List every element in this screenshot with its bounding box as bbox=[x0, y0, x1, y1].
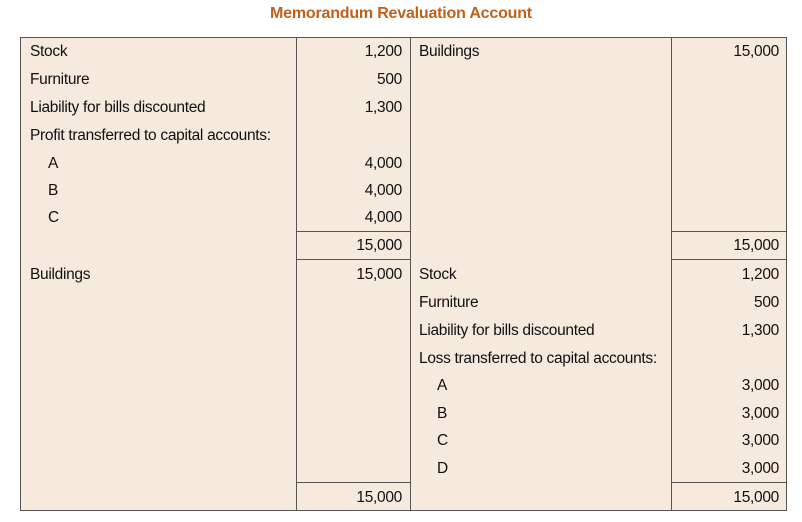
particular: Loss transferred to capital accounts: bbox=[419, 350, 657, 367]
amount: 1,300 bbox=[364, 99, 402, 116]
credit-total: 15,000 bbox=[733, 237, 779, 254]
particular: D bbox=[437, 460, 448, 477]
amount: 4,000 bbox=[364, 182, 402, 199]
particular: Stock bbox=[419, 266, 457, 283]
amount: 1,200 bbox=[741, 266, 779, 283]
particular: Stock bbox=[30, 43, 68, 60]
amount: 15,000 bbox=[356, 266, 402, 283]
credit-total: 15,000 bbox=[733, 489, 779, 506]
total-rule bbox=[296, 482, 410, 483]
particular: Buildings bbox=[419, 43, 480, 60]
particular: B bbox=[437, 405, 448, 422]
amount: 3,000 bbox=[741, 460, 779, 477]
total-rule bbox=[671, 231, 787, 232]
amount: 500 bbox=[754, 294, 779, 311]
amount: 4,000 bbox=[364, 209, 402, 226]
debit-total: 15,000 bbox=[356, 237, 402, 254]
particular: A bbox=[48, 155, 59, 172]
total-rule bbox=[296, 259, 410, 260]
particular: A bbox=[437, 377, 448, 394]
debit-total: 15,000 bbox=[356, 489, 402, 506]
total-rule bbox=[671, 482, 787, 483]
total-rule bbox=[296, 231, 410, 232]
particular: Profit transferred to capital accounts: bbox=[30, 127, 271, 144]
particular: Liability for bills discounted bbox=[419, 322, 595, 339]
amount: 500 bbox=[377, 71, 402, 88]
particular: Buildings bbox=[30, 266, 91, 283]
total-rule bbox=[671, 259, 787, 260]
amount: 3,000 bbox=[741, 405, 779, 422]
amount: 15,000 bbox=[733, 43, 779, 60]
particular: C bbox=[437, 432, 448, 449]
amount: 3,000 bbox=[741, 432, 779, 449]
amount: 1,200 bbox=[364, 43, 402, 60]
revaluation-ledger bbox=[20, 37, 787, 511]
amount: 4,000 bbox=[364, 155, 402, 172]
page-title: Memorandum Revaluation Account bbox=[270, 5, 532, 22]
particular: Liability for bills discounted bbox=[30, 99, 206, 116]
particular: C bbox=[48, 209, 59, 226]
particular: Furniture bbox=[30, 71, 90, 88]
amount: 3,000 bbox=[741, 377, 779, 394]
particular: B bbox=[48, 182, 59, 199]
amount: 1,300 bbox=[741, 322, 779, 339]
column-divider bbox=[410, 38, 411, 510]
particular: Furniture bbox=[419, 294, 479, 311]
